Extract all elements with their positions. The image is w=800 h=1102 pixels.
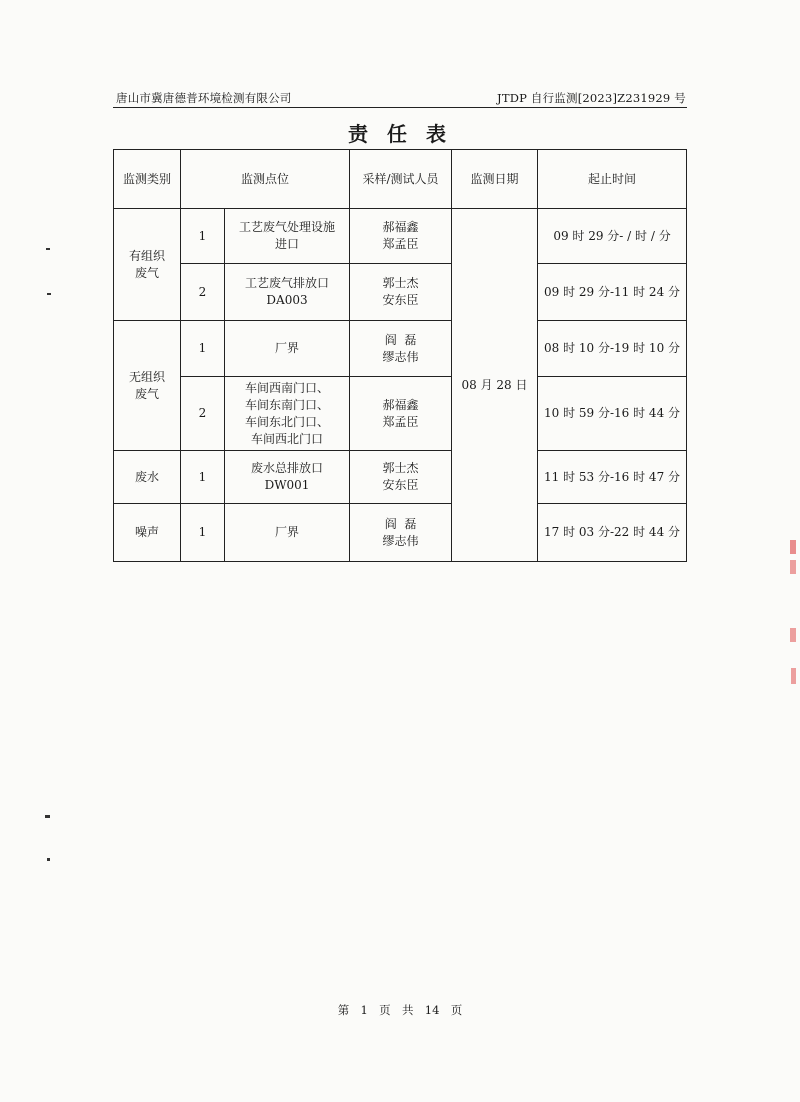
- scan-mark: [45, 815, 50, 818]
- time-cell: 11 时 53 分-16 时 47 分: [538, 451, 687, 504]
- point-name: 工艺废气排放口 DA003: [225, 264, 350, 321]
- point-name: 工艺废气处理设施 进口: [225, 209, 350, 264]
- table-row: [114, 264, 687, 321]
- header-divider: [113, 107, 687, 108]
- scan-mark: [790, 628, 796, 642]
- report-number: JTDP 自行监测[2023]Z231929 号: [497, 91, 686, 105]
- col-header-point: 监测点位: [181, 150, 350, 209]
- staff-cell: 阎 磊 缪志伟: [350, 504, 452, 562]
- date-cell: 08 月 28 日: [452, 209, 538, 562]
- scan-mark: [791, 668, 796, 684]
- company-name: 唐山市冀唐德普环境检测有限公司: [116, 91, 292, 105]
- table-row: [114, 504, 687, 562]
- point-number: 1: [181, 504, 225, 562]
- table-row: [114, 377, 687, 451]
- staff-cell: 郝福鑫 郑孟臣: [350, 377, 452, 451]
- point-number: 1: [181, 321, 225, 377]
- time-cell: 17 时 03 分-22 时 44 分: [538, 504, 687, 562]
- page-title: 责 任 表: [348, 122, 452, 146]
- col-header-category: 监测类别: [114, 150, 181, 209]
- responsibility-table: [113, 149, 687, 562]
- category-cell: 废水: [114, 451, 181, 504]
- point-name: 厂界: [225, 504, 350, 562]
- scan-mark: [47, 293, 51, 295]
- scan-mark: [46, 248, 50, 250]
- col-header-time: 起止时间: [538, 150, 687, 209]
- point-number: 2: [181, 264, 225, 321]
- time-cell: 08 时 10 分-19 时 10 分: [538, 321, 687, 377]
- category-cell: 无组织 废气: [114, 321, 181, 451]
- scan-mark: [790, 540, 796, 554]
- col-header-staff: 采样/测试人员: [350, 150, 452, 209]
- point-name: 废水总排放口 DW001: [225, 451, 350, 504]
- staff-cell: 郭士杰 安东臣: [350, 451, 452, 504]
- table-row: [114, 209, 687, 264]
- time-cell: 09 时 29 分- / 时 / 分: [538, 209, 687, 264]
- staff-cell: 阎 磊 缪志伟: [350, 321, 452, 377]
- scan-mark: [47, 858, 50, 861]
- page-number: 第 1 页 共 14 页: [337, 1003, 463, 1017]
- staff-cell: 郝福鑫 郑孟臣: [350, 209, 452, 264]
- col-header-date: 监测日期: [452, 150, 538, 209]
- point-name: 厂界: [225, 321, 350, 377]
- point-number: 2: [181, 377, 225, 451]
- time-cell: 10 时 59 分-16 时 44 分: [538, 377, 687, 451]
- table-header-row: [114, 150, 687, 209]
- point-number: 1: [181, 209, 225, 264]
- scan-mark: [790, 560, 796, 574]
- table-row: [114, 321, 687, 377]
- point-name: 车间西南门口、 车间东南门口、 车间东北门口、 车间西北门口: [225, 377, 350, 451]
- category-cell: 有组织 废气: [114, 209, 181, 321]
- table-row: [114, 451, 687, 504]
- point-number: 1: [181, 451, 225, 504]
- time-cell: 09 时 29 分-11 时 24 分: [538, 264, 687, 321]
- staff-cell: 郭士杰 安东臣: [350, 264, 452, 321]
- category-cell: 噪声: [114, 504, 181, 562]
